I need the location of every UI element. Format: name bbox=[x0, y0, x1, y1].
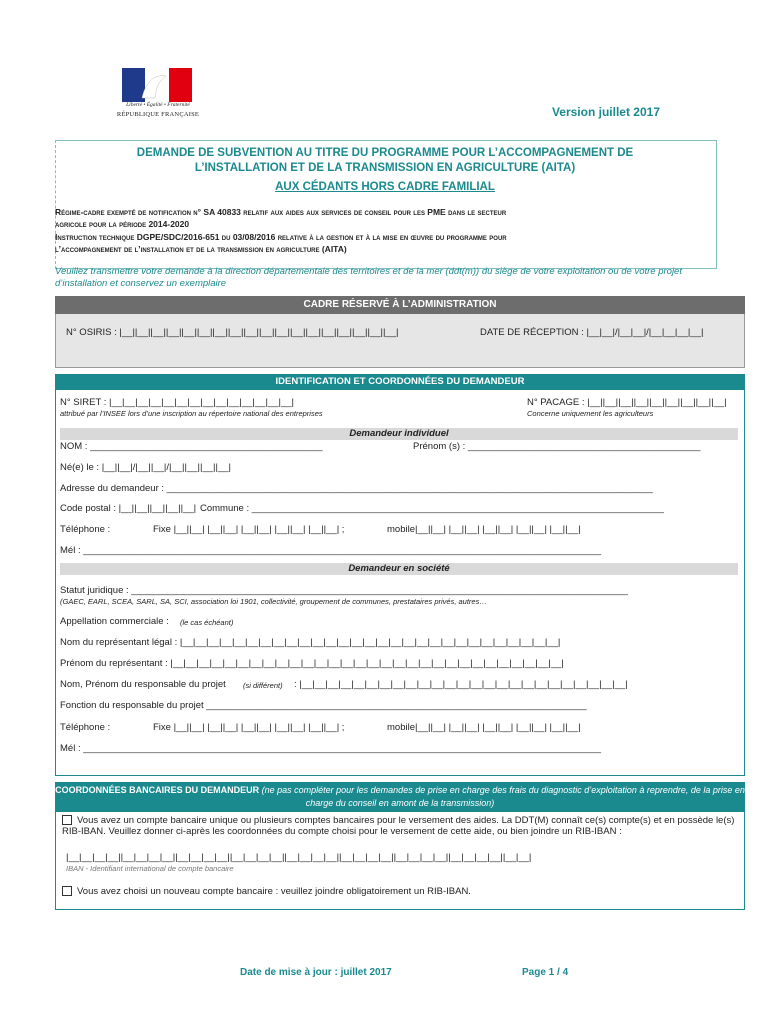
existing-account-checkbox[interactable] bbox=[62, 815, 72, 825]
telephone2-label: Téléphone : bbox=[60, 722, 111, 733]
admin-header: CADRE RÉSERVÉ À L’ADMINISTRATION bbox=[55, 296, 745, 314]
new-account-text: Vous avez choisi un nouveau compte bancaire : veuillez joindre obligatoirement un RIB-IBAN. bbox=[77, 886, 471, 897]
instruction-technique bbox=[55, 231, 715, 255]
title-line-2: L’INSTALLATION ET DE LA TRANSMISSION EN AGRICULTURE (AITA) bbox=[194, 162, 576, 174]
nom-responsable-label: Nom, Prénom du responsable du projet bbox=[60, 679, 226, 690]
commune-field[interactable]: Commune : ______________________________________________________________________________ bbox=[200, 503, 664, 514]
bank-option-existing[interactable] bbox=[62, 815, 737, 837]
mel2-field[interactable]: Mél : __________________________________________________________________________________________________ bbox=[60, 743, 602, 754]
new-account-checkbox[interactable] bbox=[62, 886, 72, 896]
identification-header: IDENTIFICATION ET COORDONNÉES DU DEMANDEUR bbox=[55, 374, 745, 390]
logo-name: RÉPUBLIQUE FRANÇAISE bbox=[116, 111, 200, 118]
appellation-label[interactable]: Appellation commerciale : bbox=[60, 616, 169, 627]
nom-responsable-note: (si différent) bbox=[243, 681, 283, 690]
title-subtitle: AUX CÉDANTS HORS CADRE FAMILIAL bbox=[275, 181, 495, 193]
regime-cadre bbox=[55, 206, 715, 230]
document-title bbox=[55, 146, 715, 176]
prenom-field[interactable]: Prénom (s) : ____________________________________________ bbox=[413, 441, 701, 452]
telephone-label: Téléphone : bbox=[60, 524, 111, 535]
fixe-field[interactable]: Fixe |__||__| |__||__| |__||__| |__||__| |__||__| ; bbox=[153, 524, 345, 535]
bank-header bbox=[55, 782, 745, 812]
regime-line-1: Régime-cadre exempté de notification n° SA 40833 relatif aux aides aux services de conseil pour les PME dans le secteur bbox=[55, 207, 507, 217]
mel-field[interactable]: Mél : __________________________________________________________________________________________________ bbox=[60, 545, 602, 556]
marianne-flag-icon bbox=[122, 68, 192, 102]
bank-header-note: (ne pas compléter pour les demandes de prise en charge des frais du diagnostic d’exploitation à reprendre, de la prise en charge du conseil en amont de la transmission) bbox=[261, 785, 745, 808]
demandeur-societe-bar: Demandeur en société bbox=[60, 563, 738, 575]
iban-field[interactable]: |__|__|__|__||__|__|__|__||__|__|__|__||__|__|__|__||__|__|__|__||__|__|__|__||__|__|__|__||__|__|__|__||__|__| bbox=[66, 852, 532, 863]
submission-instruction: Veuillez transmettre votre demande à la direction départementale des territoires et de la mer (ddt(m)) du siège de votre exploitation ou de votre projet d’installation et conservez un exemplaire bbox=[55, 266, 682, 289]
statut-juridique-field[interactable]: Statut juridique : ______________________________________________________________________________________________ bbox=[60, 585, 628, 596]
appellation-note: (le cas échéant) bbox=[180, 618, 234, 627]
footer-page-number: Page 1 / 4 bbox=[522, 967, 569, 978]
regime-line-2: agricole pour la période 2014-2020 bbox=[55, 219, 190, 229]
bank-option-new[interactable] bbox=[62, 886, 471, 897]
mobile-field[interactable]: mobile|__||__| |__||__| |__||__| |__||__| |__||__| bbox=[387, 524, 581, 535]
fixe2-field[interactable]: Fixe |__||__| |__||__| |__||__| |__||__| |__||__| ; bbox=[153, 722, 345, 733]
logo-motto: Liberté • Égalité • Fraternité bbox=[126, 102, 190, 108]
demandeur-individuel-bar: Demandeur individuel bbox=[60, 428, 738, 440]
adresse-field[interactable]: Adresse du demandeur : ____________________________________________________________________________________________ bbox=[60, 483, 653, 494]
osiris-number-field[interactable]: N° OSIRIS : |__||__||__||__||__||__||__||__||__||__||__||__||__||__||__||__||__||__| bbox=[66, 327, 399, 338]
mobile2-field[interactable]: mobile|__||__| |__||__| |__||__| |__||__| |__||__| bbox=[387, 722, 581, 733]
version-label: Version juillet 2017 bbox=[551, 105, 660, 119]
siret-note: attribué par l’INSEE lors d’une inscription au répertoire national des entreprises bbox=[60, 409, 323, 418]
footer-update-date: Date de mise à jour : juillet 2017 bbox=[240, 967, 392, 978]
regime-line-3: Instruction technique DGPE/SDC/2016-651 du 03/08/2016 relative à la gestion et à la mise en œuvre du programme pour bbox=[55, 232, 507, 242]
pacage-field[interactable]: N° PACAGE : |__||__||__||__||__||__||__||__||__| bbox=[527, 397, 727, 408]
nom-field[interactable]: NOM : ____________________________________________ bbox=[60, 441, 323, 452]
iban-note: IBAN - Identifiant international de compte bancaire bbox=[66, 864, 234, 873]
statut-note: (GAEC, EARL, SCEA, SARL, SA, SCI, association loi 1901, collectivité, groupement de communes, prestataires privés, autres… bbox=[60, 597, 487, 606]
pacage-note: Concerne uniquement les agriculteurs bbox=[527, 409, 654, 418]
nom-responsable-field[interactable]: : |__|__|__|__|__|__|__|__|__|__|__|__|__|__|__|__|__|__|__|__|__|__|__|__|__| bbox=[294, 679, 628, 690]
regime-line-4: l’accompagnement de l’installation et de la transmission en agriculture (AITA) bbox=[55, 244, 347, 254]
fonction-responsable-field[interactable]: Fonction du responsable du projet ________________________________________________________________________ bbox=[60, 700, 587, 711]
republique-francaise-logo bbox=[110, 66, 206, 124]
title-line-1: DEMANDE DE SUBVENTION AU TITRE DU PROGRAMME POUR L’ACCOMPAGNEMENT DE bbox=[136, 147, 634, 159]
nom-representant-field[interactable]: Nom du représentant légal : |__|__|__|__|__|__|__|__|__|__|__|__|__|__|__|__|__|__|__|__|__|__|__|__|__|__|__|__|__| bbox=[60, 637, 561, 648]
siret-field[interactable]: N° SIRET : |__|__|__|__|__|__|__|__|__|__|__|__|__|__| bbox=[60, 397, 294, 408]
prenom-representant-field[interactable]: Prénom du représentant : |__|__|__|__|__|__|__|__|__|__|__|__|__|__|__|__|__|__|__|__|__|__|__|__|__|__|__|__|__|__| bbox=[60, 658, 564, 669]
birthdate-field[interactable]: Né(e) le : |__||__|/|__||__|/|__||__||__||__| bbox=[60, 462, 232, 473]
bank-header-title: COORDONNÉES BANCAIRES DU DEMANDEUR bbox=[55, 785, 260, 795]
reception-date-field[interactable]: DATE DE RÉCEPTION : |__|__|/|__|__|/|__|__|__|__| bbox=[480, 327, 704, 338]
existing-account-text: Vous avez un compte bancaire unique ou plusieurs comptes bancaires pour le versement des aides. La DDT(M) connaît ce(s) compte(s) et en possède le(s) RIB-IBAN. Veuillez donner ci-après les coordonnées du compte choisi pour le versement de cette aide, ou bien joindre un RIB-IBAN : bbox=[62, 815, 735, 837]
code-postal-field[interactable]: Code postal : |__||__||__||__||__| bbox=[60, 503, 197, 514]
